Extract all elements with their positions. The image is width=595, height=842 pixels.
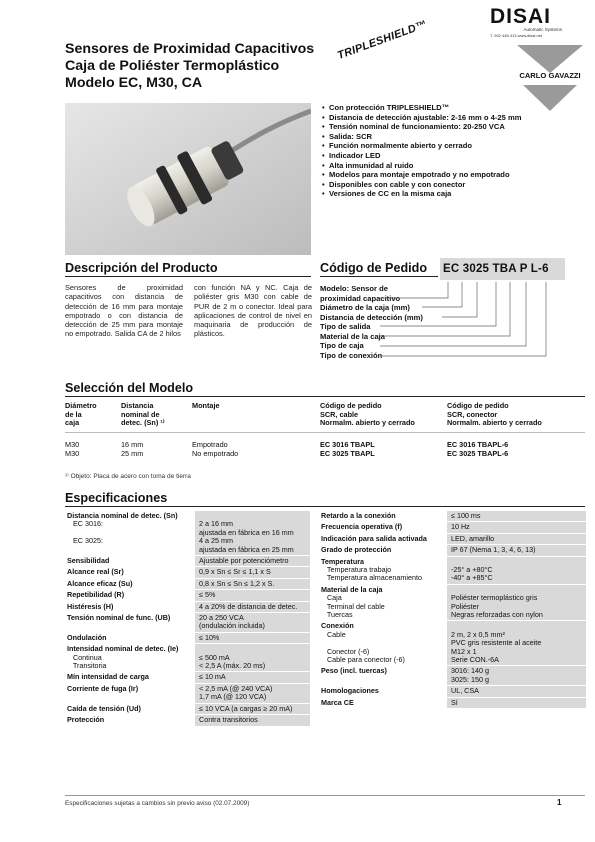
spec-value-line: 3016: 140 g (451, 666, 489, 676)
feature-item: • Tensión nominal de funcionamiento: 20-250 VCA (322, 122, 587, 132)
spec-row (65, 715, 310, 726)
header-line: Normalm. abierto y cerrado (320, 418, 415, 428)
spec-key-line: Intensidad nominal de detec. (Ie) (67, 644, 179, 654)
disai-name: DISAI (490, 5, 552, 28)
spec-value-line: 10 Hz (451, 522, 470, 532)
spec-key-line: Grado de protección (321, 545, 392, 555)
spec-value (195, 644, 310, 671)
spec-value-line: 1,7 mA (@ 120 VCA) (199, 692, 267, 702)
spec-key-line: Distancia nominal de detec. (Sn) (67, 511, 178, 520)
order-label: Material de la caja (320, 331, 386, 341)
spec-value-line: (ondulación incluida) (199, 621, 265, 631)
spec-value-line: ≤ 100 ms (451, 511, 481, 520)
header-line: nominal de (121, 409, 160, 419)
spec-key (65, 633, 195, 643)
spec-key-line: Corriente de fuga (Ir) (67, 683, 139, 693)
spec-key-line: Conexión (321, 621, 354, 631)
spec-key-line: Ondulación (67, 632, 107, 642)
spec-row (319, 686, 586, 697)
spec-row (319, 557, 586, 585)
footer-note: Especificaciones sujetas a cambios sin previo aviso (02.07.2009) (65, 800, 250, 807)
spec-key-line: Histéresis (H) (67, 601, 114, 611)
carlo-gavazzi-logo (517, 45, 583, 111)
spec-value (195, 602, 310, 612)
spec-key-line (67, 546, 193, 554)
spec-table-left (65, 511, 310, 727)
section-divider (65, 276, 311, 277)
order-label: Distancia de detección (mm) (320, 312, 423, 322)
spec-value (195, 715, 310, 725)
header-line: de la (65, 409, 82, 419)
spec-value-line: 2 a 16 mm (199, 519, 233, 529)
spec-value (195, 511, 310, 555)
spec-value-line: 4 a 25 mm (199, 536, 233, 546)
spec-value (195, 613, 310, 632)
feature-item: • Alta inmunidad al ruido (322, 161, 587, 171)
spec-value-line: ajustada en fábrica en 16 mm (199, 527, 294, 537)
spec-row (65, 567, 310, 578)
spec-key (319, 621, 447, 665)
order-code-connector-lines (380, 280, 580, 362)
spec-key-line: Cable (321, 629, 346, 639)
spec-value-line: Poliéster (451, 601, 479, 611)
feature-item: • Modelos para montaje empotrado y no empotrado (322, 170, 587, 180)
spec-value-line: 3025: 150 g (451, 674, 489, 684)
spec-value (447, 585, 586, 621)
spec-key-line: Peso (incl. tuercas) (321, 666, 387, 676)
spec-key (319, 557, 447, 584)
title-line: Sensores de Proximidad Capacitivos (65, 41, 315, 57)
spec-table-right (319, 511, 586, 709)
table-cell: 25 mm (121, 449, 144, 458)
spec-key (65, 579, 195, 589)
header-line: SCR, conector (447, 409, 498, 419)
table-cell: M30 (65, 440, 80, 449)
selection-header-code-cable (320, 402, 415, 428)
spec-value-line: ≤ 10% (199, 632, 220, 642)
spec-value (195, 684, 310, 703)
section-divider (65, 396, 585, 397)
feature-list (322, 103, 587, 199)
brand-name: CARLO GAVAZZI (519, 71, 581, 80)
spec-value (447, 621, 586, 665)
spec-value-line: ≤ 500 mA (199, 652, 230, 662)
order-label: Diámetro de la caja (mm) (320, 303, 410, 312)
spec-value (447, 698, 586, 708)
spec-key-line: Continua (67, 652, 102, 662)
order-code-heading: Código de Pedido (320, 261, 428, 275)
title-line: Caja de Poliéster Termoplástico (65, 58, 280, 74)
feature-item: • Indicador LED (322, 151, 587, 161)
header-line: detec. (Sn) ¹⁾ (121, 418, 165, 428)
disai-contact: T. 902 448 413 www.disai.net (490, 33, 543, 38)
feature-item: • Con protección TRIPLESHIELD™ (322, 103, 587, 113)
spec-key (319, 545, 447, 555)
spec-key (319, 522, 447, 532)
spec-key-line: Cable para conector (-6) (321, 655, 405, 665)
header-line: Código de pedido (447, 401, 509, 410)
spec-value-line: Negras reforzadas con nylon (451, 610, 543, 620)
spec-row (65, 644, 310, 672)
product-description-heading: Descripción del Producto (65, 261, 218, 275)
spec-row (65, 613, 310, 633)
spec-key-line: Transitoria (67, 661, 107, 671)
spec-row (65, 602, 310, 613)
spec-value-line: 20 a 250 VCA (199, 613, 244, 623)
spec-value-line: LED, amarillo (451, 533, 495, 543)
spec-value-line: ≤ 5% (199, 590, 216, 600)
spec-row (319, 522, 586, 533)
spec-row (319, 511, 586, 522)
product-photo (65, 103, 311, 255)
disai-tagline: Automatic Systems (523, 27, 562, 32)
spec-value (195, 590, 310, 600)
spec-value-line: -40° a +85°C (451, 573, 493, 583)
tripleshield-label: TRIPLESHIELD™ (335, 18, 429, 62)
spec-value (447, 534, 586, 544)
feature-item: • Distancia de detección ajustable: 2-16 mm o 4-25 mm (322, 113, 587, 123)
spec-value (195, 672, 310, 682)
header-line: Código de pedido (320, 401, 382, 410)
spec-key-line: Protección (67, 715, 105, 725)
spec-row (65, 684, 310, 704)
header-line: Montaje (192, 401, 220, 410)
selection-footnote: ¹⁾ Objeto: Placa de acero con toma de tierra (65, 473, 191, 480)
feature-item: • Función normalmente abierto y cerrado (322, 141, 587, 151)
spec-key-line: Tensión nominal de func. (UB) (67, 613, 171, 623)
spec-key (65, 556, 195, 566)
product-description-col1: Sensores de proximidad capacitivos con distancia de detección de 16 mm para montaje empotrado o con distancia de detección de 25 mm para montaje no empotrado. Salida CA de 2 hilos (65, 283, 183, 339)
section-divider (65, 506, 585, 507)
spec-key-line: Caja (321, 593, 342, 603)
spec-row (65, 556, 310, 567)
spec-value (195, 556, 310, 566)
spec-key-line: Tuercas (321, 610, 353, 620)
spec-row (65, 511, 310, 556)
spec-key-line: Caída de tensión (Ud) (67, 703, 141, 713)
order-code-value: EC 3025 TBA P L-6 (440, 258, 565, 280)
spec-value (447, 557, 586, 584)
spec-value (195, 633, 310, 643)
title-line: Modelo EC, M30, CA (65, 75, 203, 91)
spec-value-line: Sí (451, 697, 458, 707)
spec-value (447, 511, 586, 521)
feature-item: • Disponibles con cable y con conector (322, 180, 587, 190)
spec-key-line: Alcance eficaz (Su) (67, 578, 133, 588)
spec-key (65, 684, 195, 703)
header-line: Normalm. abierto y cerrado (447, 418, 542, 428)
order-label: Tipo de caja (320, 341, 364, 350)
spec-value-line: 4 a 20% de distancia de detec. (199, 601, 298, 611)
order-label: Modelo: Sensor de (320, 284, 388, 293)
spec-value-line: Serie CON.-6A (451, 655, 499, 665)
spec-value (447, 545, 586, 555)
spec-row (65, 704, 310, 715)
product-description-col2: con función NA y NC. Caja de poliéster gris M30 con cable de PUR de 2 m o conector. Ideal para aplicaciones de control de nivel en maquinaria de producción de plásticos. (194, 283, 312, 339)
spec-value-line: < 2,5 mA (@ 240 VCA) (199, 683, 273, 693)
spec-key-line: EC 3016: (67, 519, 103, 529)
spec-key-line: EC 3025: (67, 536, 103, 546)
spec-key (65, 672, 195, 682)
model-selection-heading: Selección del Modelo (65, 381, 194, 395)
spec-value (195, 567, 310, 577)
spec-key (65, 715, 195, 725)
selection-header-mounting (192, 402, 220, 411)
spec-row (319, 534, 586, 545)
table-cell: Empotrado (192, 440, 228, 449)
spec-value-line: 0,9 x Sn ≤ Sr ≤ 1,1 x S (199, 567, 271, 577)
spec-value-line: -25° a +80°C (451, 565, 493, 575)
spec-key (319, 585, 447, 621)
page-number: 1 (557, 798, 562, 807)
header-line: Diámetro (65, 401, 97, 410)
spec-key-line: Conector (-6) (321, 646, 370, 656)
spec-value-line: 0,8 x Sn ≤ Sn ≤ 1,2 x S. (199, 578, 275, 588)
disai-logo (490, 6, 562, 42)
feature-item: • Salida: SCR (322, 132, 587, 142)
spec-key-line: Terminal del cable (321, 601, 385, 611)
spec-value (447, 522, 586, 532)
spec-key (319, 686, 447, 696)
spec-key-line: Temperatura trabajo (321, 565, 392, 575)
table-cell: 16 mm (121, 440, 144, 449)
spec-key-line: Retardo a la conexión (321, 511, 396, 520)
specifications-heading: Especificaciones (65, 491, 168, 505)
spec-key-line: Repetibilidad (R) (67, 590, 125, 600)
spec-value (447, 686, 586, 696)
spec-key-line: Alcance real (Sr) (67, 567, 124, 577)
spec-key (65, 704, 195, 714)
spec-key-line: Sensibilidad (67, 556, 110, 566)
spec-value-line: ≤ 10 mA (199, 672, 226, 682)
spec-value (195, 579, 310, 589)
spec-key (319, 511, 447, 521)
spec-row (319, 621, 586, 666)
spec-key-line: Material de la caja (321, 584, 383, 594)
spec-row (319, 585, 586, 622)
spec-row (65, 590, 310, 601)
section-divider (320, 276, 438, 277)
spec-key (65, 590, 195, 600)
selection-header-code-connector (447, 402, 542, 428)
spec-row (319, 545, 586, 556)
spec-key-line: Indicación para salida activada (321, 533, 427, 543)
order-label: Tipo de conexión (320, 350, 383, 360)
table-cell: EC 3016 TBAPL-6 (447, 440, 509, 449)
spec-value-line: Contra transitorios (199, 715, 258, 725)
spec-value-line: UL, CSA (451, 686, 479, 696)
table-cell: EC 3025 TBAPL-6 (447, 449, 509, 458)
spec-key-line: Temperatura almacenamiento (321, 573, 422, 583)
spec-key (65, 602, 195, 612)
spec-key (65, 644, 195, 671)
table-cell: EC 3025 TBAPL (320, 449, 375, 458)
table-divider (65, 432, 585, 433)
header-line: Distancia (121, 401, 154, 410)
spec-row (319, 698, 586, 709)
spec-key (65, 613, 195, 632)
table-cell: No empotrado (192, 449, 239, 458)
spec-row (319, 666, 586, 686)
spec-key-line: Temperatura (321, 556, 365, 566)
spec-key-line (321, 676, 445, 684)
spec-value-line: Poliéster termoplástico gris (451, 593, 538, 603)
spec-row (65, 579, 310, 590)
feature-item: • Versiones de CC en la misma caja (322, 189, 587, 199)
spec-value-line: ≤ 10 VCA (a cargas ≥ 20 mA) (199, 703, 293, 713)
spec-value-line: ajustada en fábrica en 25 mm (199, 544, 294, 554)
order-label: proximidad capacitivo (320, 293, 401, 303)
footer-divider (65, 795, 585, 796)
spec-key (319, 698, 447, 708)
selection-header-diameter (65, 402, 97, 428)
spec-key (319, 534, 447, 544)
spec-value-line: M12 x 1 (451, 646, 477, 656)
selection-header-distance (121, 402, 165, 428)
order-label: Tipo de salida (320, 322, 371, 331)
spec-key (65, 511, 195, 555)
spec-value-line: PVC gris resistente al aceite (451, 638, 542, 648)
spec-value-line: IP 67 (Nema 1, 3, 4, 6, 13) (451, 545, 536, 555)
spec-key-line: Mín intensidad de carga (67, 672, 149, 682)
header-line: SCR, cable (320, 409, 359, 419)
spec-value-line: Ajustable por potenciómetro (199, 556, 289, 566)
spec-key-line: Frecuencia operativa (f) (321, 522, 403, 532)
spec-row (65, 633, 310, 644)
spec-row (65, 672, 310, 683)
spec-key (65, 567, 195, 577)
spec-value-line: 2 m, 2 x 0,5 mm² (451, 629, 505, 639)
spec-key-line: Homologaciones (321, 686, 379, 696)
spec-value (447, 666, 586, 685)
spec-key (319, 666, 447, 685)
header-line: caja (65, 418, 80, 428)
table-cell: M30 (65, 449, 80, 458)
spec-value (195, 704, 310, 714)
spec-key-line: Marca CE (321, 697, 354, 707)
page-title (65, 41, 314, 92)
spec-value-line: < 2,5 A (máx. 20 ms) (199, 661, 266, 671)
table-cell: EC 3016 TBAPL (320, 440, 375, 449)
